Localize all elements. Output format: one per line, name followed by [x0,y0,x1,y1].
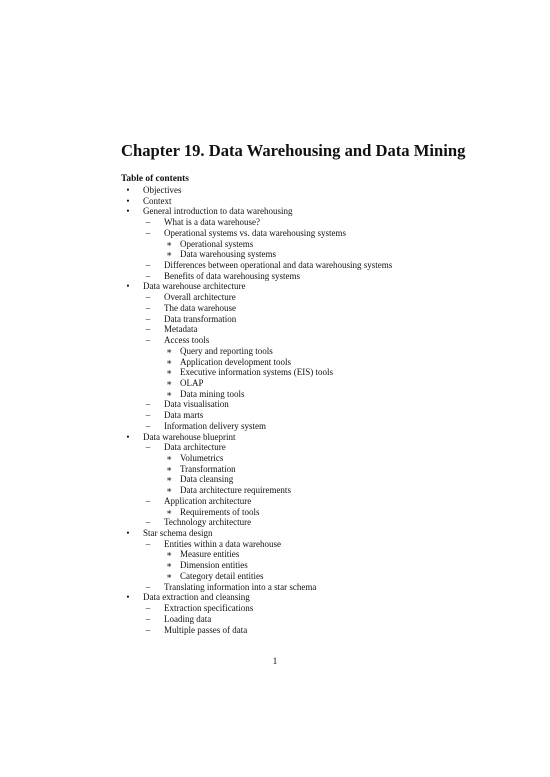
list-bullet: ∗ [165,377,173,388]
toc-item-label: Metadata [164,324,198,335]
list-bullet: – [145,495,151,506]
list-bullet: – [145,420,151,431]
list-bullet: ∗ [165,463,173,474]
toc-item-label: What is a data warehouse? [164,217,260,228]
list-bullet: • [126,195,130,206]
toc-item-label: Executive information systems (EIS) tools [180,367,333,378]
toc-item-label: Application architecture [164,495,252,506]
toc-item-label: Data marts [164,410,204,421]
list-bullet: – [145,217,151,228]
toc-item-label: Data warehouse architecture [143,281,246,292]
chapter-title: Chapter 19. Data Warehousing and Data Mining [121,141,466,160]
toc-heading: Table of contents [121,174,189,184]
list-bullet: ∗ [165,485,173,496]
toc-item-label: Operational systems vs. data warehousing systems [164,227,346,238]
toc-item-label: Loading data [164,613,212,624]
list-bullet: – [145,313,151,324]
list-bullet: – [145,399,151,410]
list-bullet: – [145,324,151,335]
list-bullet: • [126,592,130,603]
toc-item-label: Data architecture requirements [180,485,291,496]
toc-item-label: Volumetrics [180,453,224,463]
toc-item-label: Objectives [143,185,182,195]
list-bullet: ∗ [165,356,173,367]
list-bullet: – [145,442,151,453]
toc-item-label: Context [143,195,172,206]
list-bullet: ∗ [165,453,173,463]
toc-item-label: Data extraction and cleansing [143,592,250,603]
toc-item-label: Data architecture [164,442,226,453]
toc-item-label: Dimension entities [180,560,248,571]
toc-item-label: Translating information into a star schema [164,581,317,592]
toc-item-label: Overall architecture [164,292,236,303]
toc-item-label: Category detail entities [180,570,264,581]
list-bullet: ∗ [165,506,173,517]
toc-item-label: Transformation [180,463,236,474]
list-bullet: ∗ [165,238,173,249]
list-bullet: ∗ [165,367,173,378]
list-bullet: ∗ [165,388,173,399]
toc-item-label: Requirements of tools [180,506,260,517]
toc-item-label: OLAP [180,377,204,388]
list-bullet: ∗ [165,345,173,356]
list-bullet: ∗ [165,549,173,560]
list-bullet: – [145,517,151,528]
toc-item-label: Extraction specifications [164,603,254,614]
list-bullet: – [145,270,151,281]
list-bullet: ∗ [165,249,173,260]
list-bullet: ∗ [165,560,173,571]
toc-item-label: Application development tools [180,356,291,367]
list-bullet: – [145,335,151,346]
list-bullet: – [145,302,151,313]
list-bullet: • [126,206,130,217]
toc-item-label: Data mining tools [180,388,245,399]
list-bullet: – [145,603,151,614]
toc-item-label: General introduction to data warehousing [143,206,293,217]
page-number: 1 [272,657,278,667]
list-bullet: – [145,538,151,549]
toc-item-label: Data warehousing systems [180,249,276,260]
toc-item-label: Star schema design [143,528,213,539]
list-bullet: – [145,581,151,592]
list-bullet: • [126,528,130,539]
list-bullet: ∗ [165,474,173,485]
toc-item-label: Operational systems [180,238,254,249]
list-bullet: – [145,410,151,421]
list-bullet: – [145,624,151,635]
list-bullet: – [145,260,151,271]
toc-item-label: Access tools [164,335,210,346]
toc-item-label: Differences between operational and data warehousing systems [164,260,393,271]
toc-item-label: Multiple passes of data [164,624,248,635]
toc-item-label: Data cleansing [180,474,234,485]
toc-item-label: Information delivery system [164,420,266,431]
toc-item-label: Data warehouse blueprint [143,431,236,442]
list-bullet: ∗ [165,570,173,581]
list-bullet: – [145,613,151,624]
toc-item-label: Entities within a data warehouse [164,538,281,549]
toc-item-label: Data visualisation [164,399,229,410]
toc-item-label: Benefits of data warehousing systems [164,270,300,281]
toc-item-label: Query and reporting tools [180,345,273,356]
toc-item-label: Technology architecture [164,517,252,528]
toc-item-label: Data transformation [164,313,237,324]
toc-item-label: Measure entities [180,549,240,560]
toc-item-label: The data warehouse [164,302,236,313]
list-bullet: – [145,292,151,303]
list-bullet: – [145,227,151,238]
list-bullet: • [126,185,130,195]
list-bullet: • [126,281,130,292]
list-bullet: • [126,431,130,442]
